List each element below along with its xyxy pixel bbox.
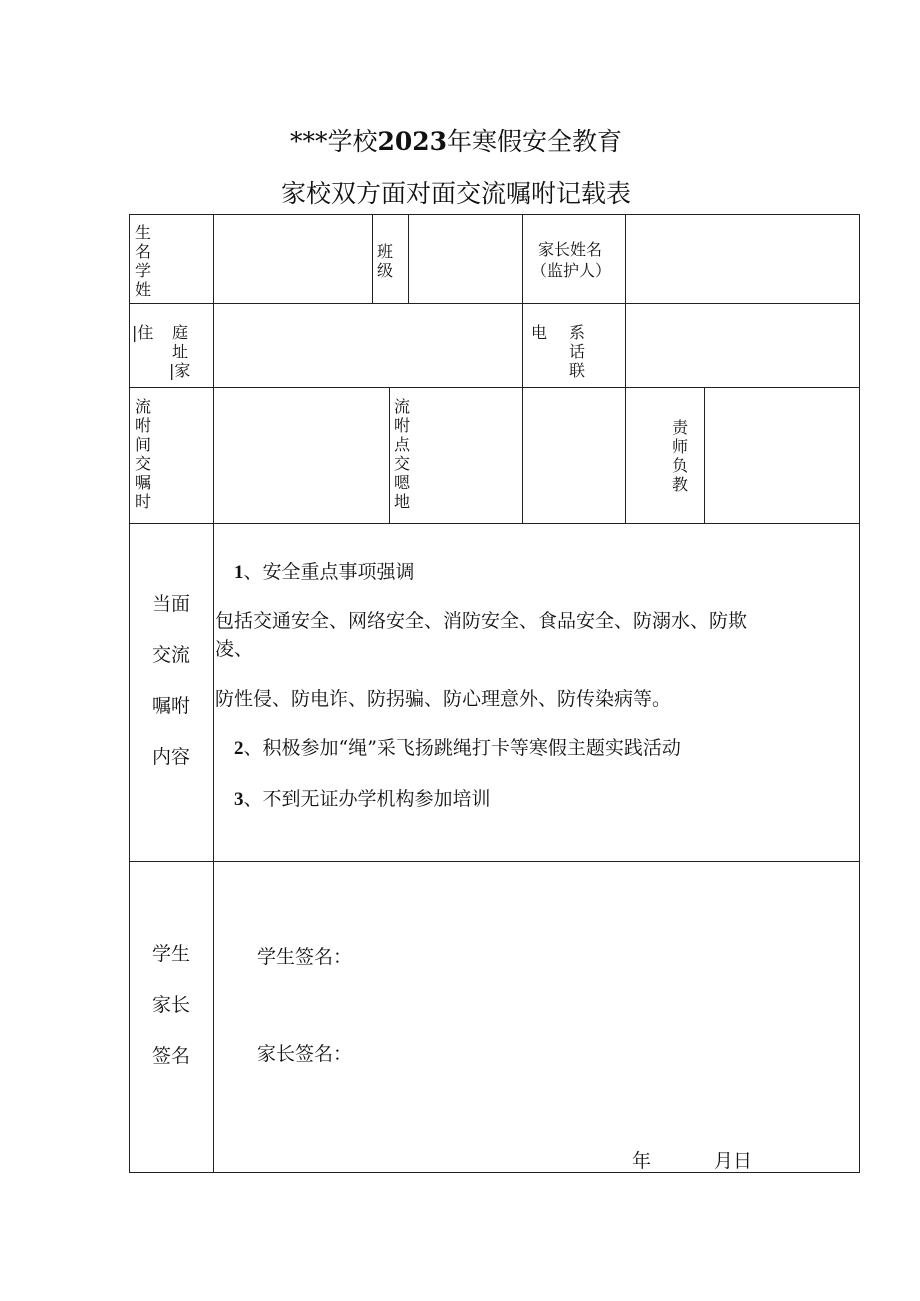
item-2-number: 2	[234, 738, 244, 759]
class-label: 班级	[377, 242, 394, 280]
title-prefix: ***学校	[289, 127, 378, 156]
title-year: 2023	[377, 127, 448, 156]
row3-divider-a	[389, 387, 390, 523]
table-top-border	[129, 214, 860, 215]
label-column-border	[213, 214, 214, 1173]
phone-label-b: 系	[569, 323, 586, 342]
content-item-3	[234, 784, 491, 811]
row1-bottom-border	[129, 303, 860, 304]
row3-divider-b	[522, 387, 523, 523]
parent-signature-field[interactable]: 家长签名：	[257, 1043, 353, 1065]
item-2-text: 、积极参加“绳”采飞扬跳绳打卡等寒假主题实践活动	[243, 737, 681, 759]
content-label-4: 内容	[151, 746, 190, 768]
row4-bottom-border	[129, 861, 860, 862]
address-label-a: |住	[132, 323, 154, 342]
address-label-b: 庭	[172, 323, 189, 342]
address-label-d: |家	[169, 361, 191, 380]
content-item-1-detail-c: 防性侵、防电诈、防拐骗、防心理意外、防传染病等。	[215, 688, 672, 710]
item-3-number: 3	[234, 789, 244, 810]
phone-label-d: 联	[569, 361, 586, 380]
content-item-1-detail-a: 包括交通安全、网络安全、消防安全、食品安全、防溺水、防欺	[215, 610, 748, 632]
content-label-3: 嘱咐	[151, 695, 190, 717]
time-label: 流咐间交嘱时	[135, 397, 152, 511]
row3-bottom-border	[129, 523, 860, 524]
title-line-1	[0, 122, 916, 158]
phone-label-c: 话	[569, 342, 586, 361]
item-1-text: 、安全重点事项强调	[243, 561, 415, 583]
item-1-number: 1	[234, 562, 244, 583]
content-label-1: 当面	[151, 593, 190, 615]
place-label: 流咐点交嗯地	[394, 397, 411, 511]
parent-name-label: 家长姓名	[538, 240, 603, 259]
content-item-1	[234, 557, 415, 584]
title-suffix: 年寒假安全教育	[447, 127, 623, 156]
content-label-2: 交流	[151, 644, 190, 666]
address-label-c: 址	[172, 342, 189, 361]
sign-label-2: 家长	[151, 994, 190, 1016]
row2-bottom-border	[129, 387, 860, 388]
title-line-2: 家校双方面对面交流嘱咐记载表	[280, 179, 631, 208]
sign-label-3: 签名	[151, 1045, 190, 1067]
table-right-border	[859, 214, 860, 1173]
parent-name-sub: （监护人）	[531, 261, 612, 280]
row3-divider-c	[704, 387, 705, 523]
sign-label-1: 学生	[151, 943, 190, 965]
table-left-border	[129, 214, 130, 1173]
phone-label-a: 电	[531, 323, 548, 342]
row12-divider-c	[522, 214, 523, 387]
row1-divider-b	[408, 214, 409, 303]
content-item-1-detail-b: 凌、	[215, 638, 254, 660]
row1-divider-a	[372, 214, 373, 303]
date-year: 年	[632, 1150, 652, 1172]
item-3-text: 、不到无证办学机构参加培训	[243, 788, 491, 810]
date-month-day: 月日	[714, 1150, 753, 1172]
content-item-2	[234, 733, 681, 760]
row123-divider-d	[625, 214, 626, 523]
teacher-label: 责师负教	[672, 418, 689, 494]
student-signature-field[interactable]: 学生签名：	[257, 946, 353, 968]
student-name-label: 生名学姓	[135, 223, 152, 299]
